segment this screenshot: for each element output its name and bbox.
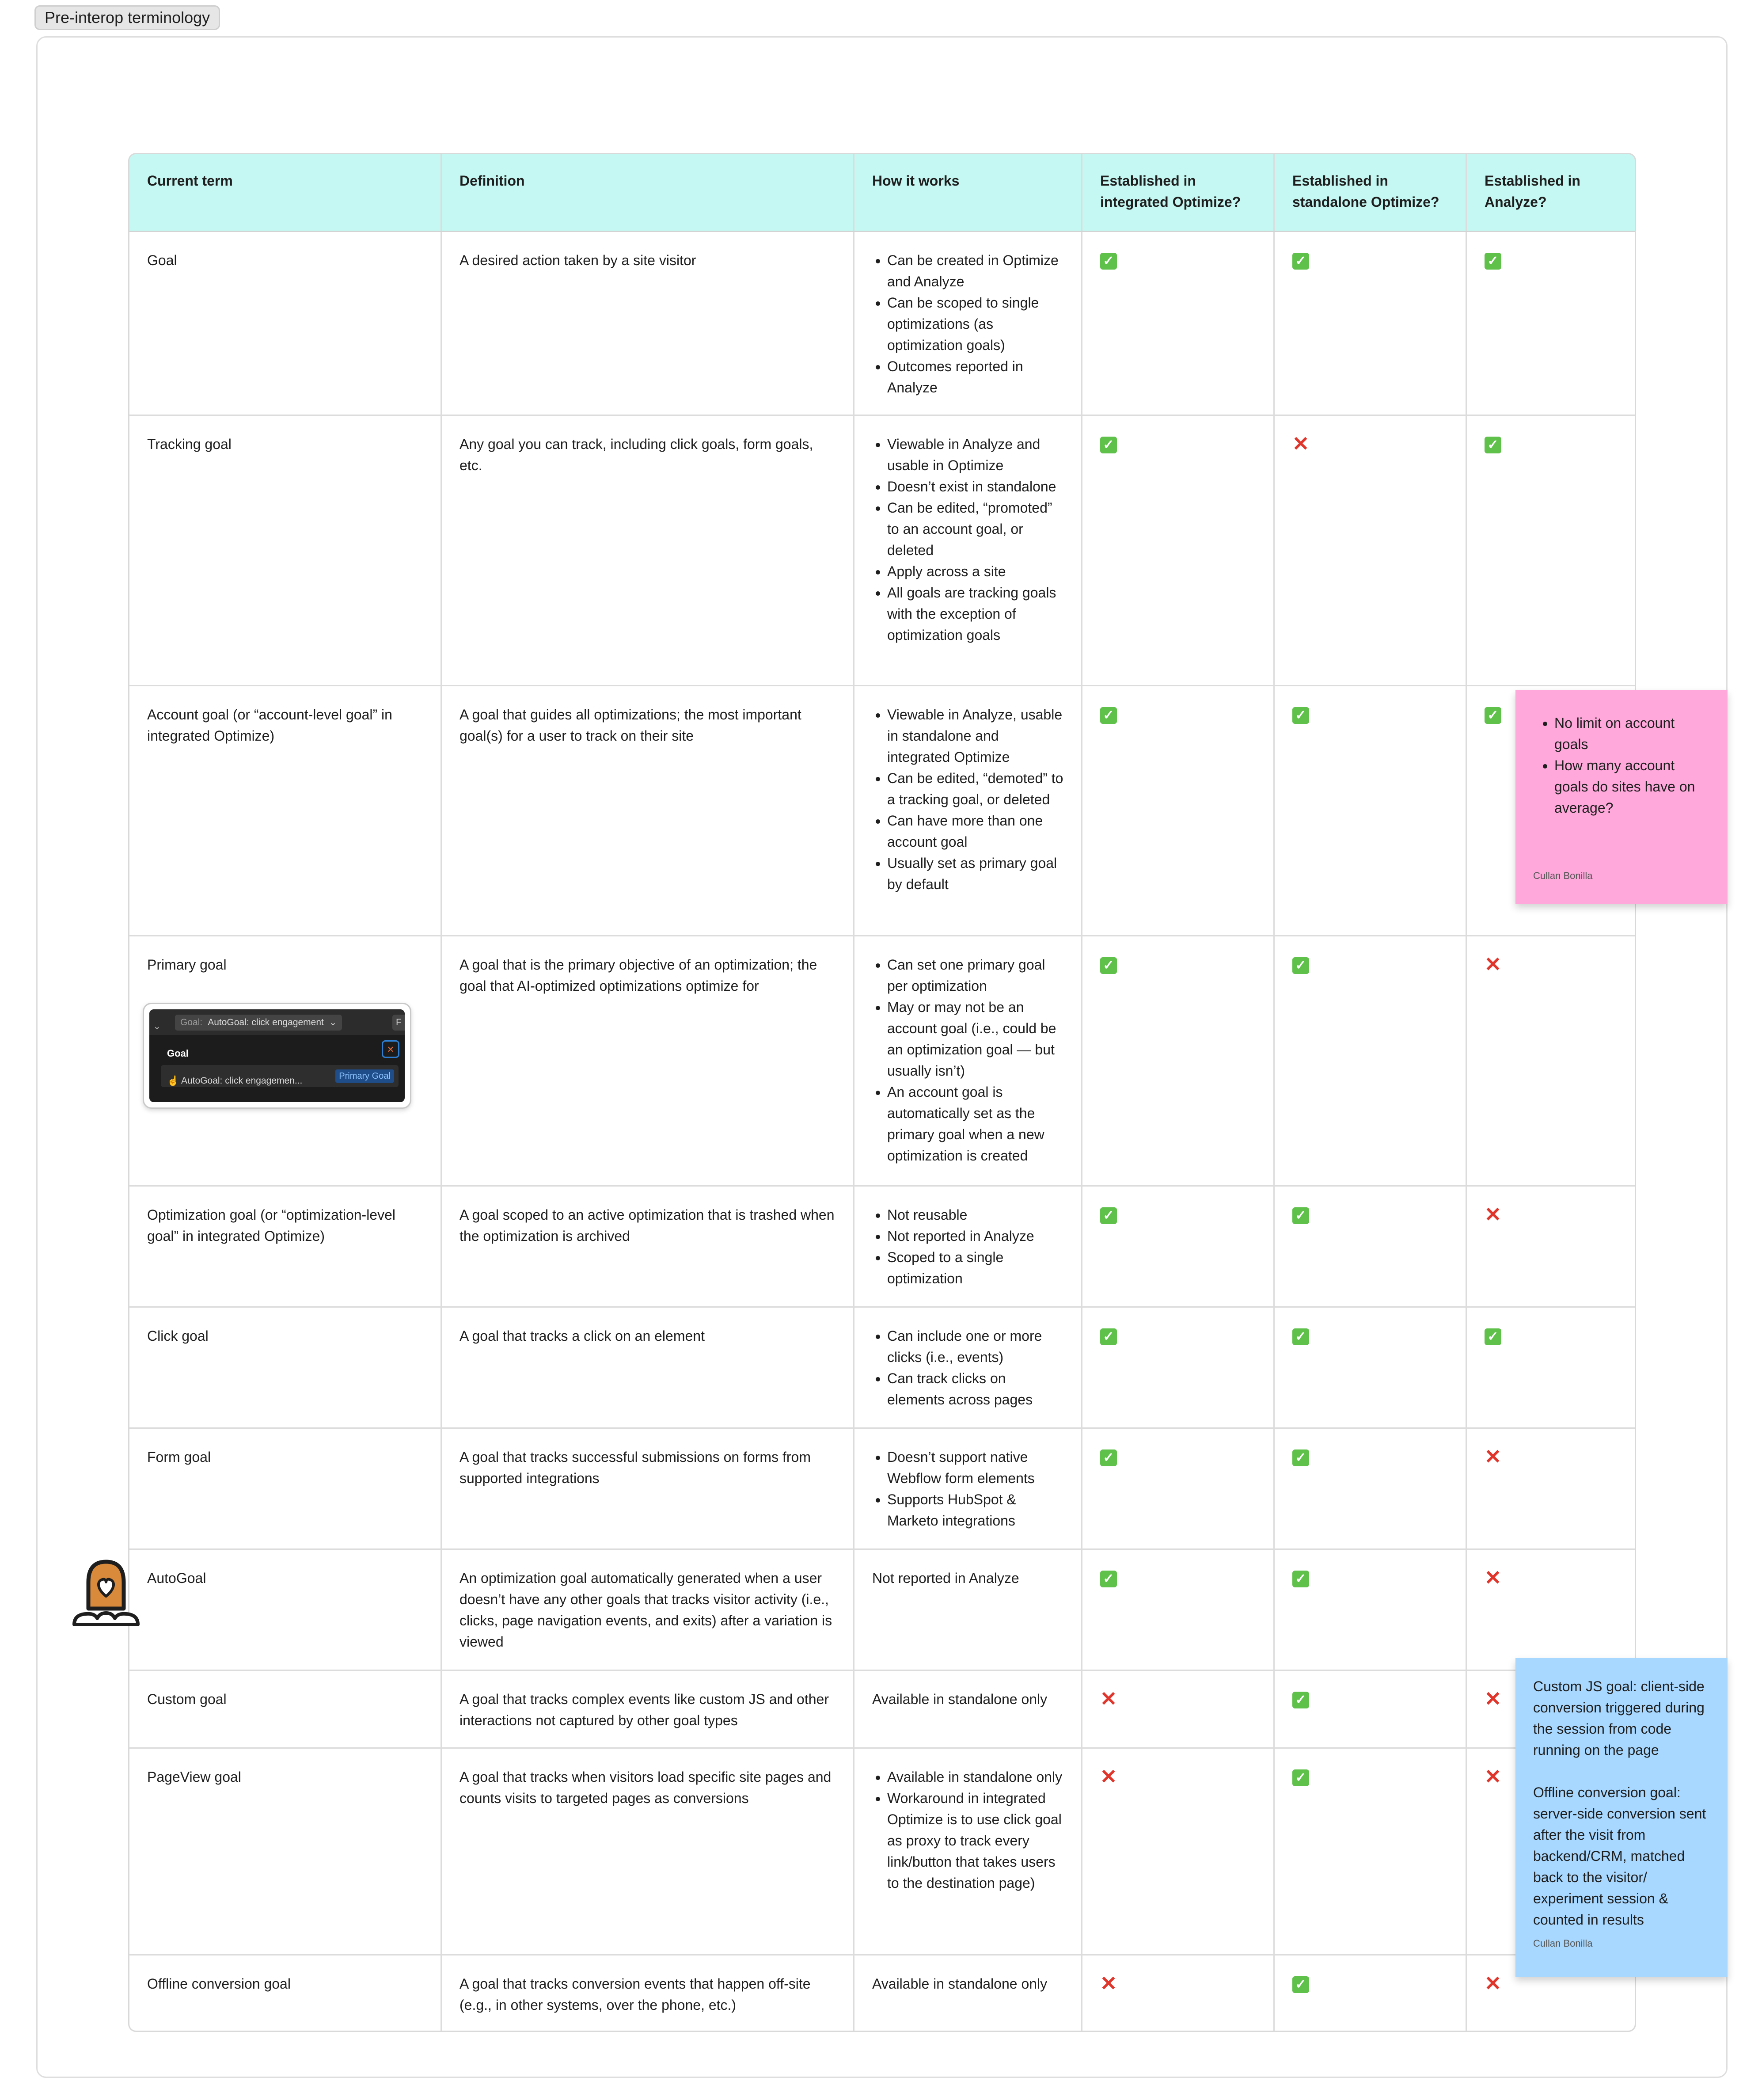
cross-mark-icon: ✕	[1484, 1566, 1502, 1589]
term-text: Primary goal	[147, 957, 227, 973]
table-header-row	[129, 154, 1635, 232]
how-it-works-cell: Available in standalone only	[854, 1671, 1082, 1747]
integrated-status-cell	[1082, 1550, 1275, 1670]
check-mark-icon: ✓	[1292, 1571, 1309, 1587]
standalone-status-cell	[1275, 936, 1467, 1185]
check-mark-icon: ✓	[1100, 1449, 1117, 1466]
how-it-works-list	[872, 704, 1063, 895]
how-it-works-cell	[854, 416, 1082, 685]
term-cell	[129, 1308, 442, 1427]
analyze-status-cell	[1467, 1308, 1636, 1427]
how-it-works-list	[872, 954, 1063, 1166]
integrated-status-cell	[1082, 1429, 1275, 1548]
integrated-status-cell	[1082, 232, 1275, 415]
integrated-status-cell	[1082, 1749, 1275, 1954]
term-cell	[129, 1671, 442, 1747]
standalone-status-cell	[1275, 1955, 1467, 2032]
list-item: • Not reported in Analyze	[887, 1225, 1063, 1247]
check-mark-icon: ✓	[1292, 707, 1309, 724]
how-it-works-cell	[854, 1749, 1082, 1954]
analyze-status-cell	[1467, 232, 1636, 415]
term-text: Click goal	[147, 1328, 209, 1344]
cross-mark-icon: ✕	[1484, 1687, 1502, 1710]
check-mark-icon: ✓	[1100, 957, 1117, 974]
chevron-down-icon: ⌄	[329, 1017, 337, 1027]
standalone-status-cell	[1275, 1550, 1467, 1670]
header-integrated-optimize: Established in integrated Optimize?	[1082, 154, 1275, 231]
list-item: • Can set one primary goal per optimization	[887, 954, 1063, 997]
term-cell	[129, 1955, 442, 2032]
list-item: • Can include one or more clicks (i.e., events)	[887, 1325, 1063, 1368]
list-item: • How many account goals do sites have on average?	[1554, 755, 1710, 818]
standalone-status-cell	[1275, 1429, 1467, 1548]
term-cell	[129, 686, 442, 935]
term-text: Optimization goal (or “optimization-level goal” in integrated Optimize)	[147, 1207, 395, 1244]
standalone-status-cell	[1275, 1187, 1467, 1306]
how-it-works-list	[872, 1325, 1063, 1410]
check-mark-icon: ✓	[1100, 1207, 1117, 1224]
check-mark-icon: ✓	[1100, 707, 1117, 724]
definition-cell: An optimization goal automatically generated when a user doesn’t have any other goals that tracks visitor activity (i.e., clicks, page navigation events, and exits) after a variation is viewed	[442, 1550, 854, 1670]
sticky-note-pink[interactable]	[1515, 690, 1728, 904]
table-row	[129, 232, 1635, 416]
list-item: • Workaround in integrated Optimize is to use click goal as proxy to track every link/button that takes users to the destination page)	[887, 1788, 1063, 1894]
check-mark-icon: ✓	[1292, 1769, 1309, 1786]
cross-mark-icon: ✕	[1484, 1203, 1502, 1226]
term-text: Goal	[147, 252, 177, 268]
how-it-works-list	[872, 434, 1063, 646]
list-item: • Viewable in Analyze, usable in standalone and integrated Optimize	[887, 704, 1063, 768]
sticky-note-author: Cullan Bonilla	[1533, 1938, 1593, 1949]
term-text: Form goal	[147, 1449, 211, 1465]
list-item: • Can be edited, “promoted” to an account goal, or deleted	[887, 497, 1063, 561]
sticky-note-paragraph: Custom JS goal: client-side conversion triggered during the session from code running on the page	[1533, 1678, 1705, 1758]
term-text: PageView goal	[147, 1769, 241, 1785]
definition-cell: A desired action taken by a site visitor	[442, 232, 854, 415]
close-icon: ×	[382, 1040, 399, 1058]
table-row	[129, 1550, 1635, 1671]
table-row	[129, 1308, 1635, 1429]
list-item: • Apply across a site	[887, 561, 1063, 582]
cross-mark-icon: ✕	[1292, 432, 1310, 455]
list-item: • No limit on account goals	[1554, 712, 1710, 755]
cross-mark-icon: ✕	[1484, 953, 1502, 976]
definition-cell: A goal that tracks a click on an element	[442, 1308, 854, 1427]
goal-picker-screenshot	[143, 1003, 411, 1109]
definition-cell: A goal that tracks when visitors load specific site pages and counts visits to targeted pages as conversions	[442, 1749, 854, 1954]
list-item: • Can be created in Optimize and Analyze	[887, 250, 1063, 292]
analyze-status-cell	[1467, 936, 1636, 1185]
definition-cell: A goal that tracks successful submissions on forms from supported integrations	[442, 1429, 854, 1548]
header-analyze: Established in Analyze?	[1485, 173, 1580, 210]
integrated-status-cell	[1082, 936, 1275, 1185]
definition-cell: A goal that guides all optimizations; the most important goal(s) for a user to track on their site	[442, 686, 854, 935]
standalone-status-cell	[1275, 686, 1467, 935]
term-text: Account goal (or “account-level goal” in integrated Optimize)	[147, 707, 392, 744]
list-item: • Usually set as primary goal by default	[887, 852, 1063, 895]
how-it-works-cell: Available in standalone only	[854, 1955, 1082, 2032]
definition-cell: A goal that is the primary objective of an optimization; the goal that AI-optimized optimizations optimize for	[442, 936, 854, 1185]
terminology-table	[128, 153, 1636, 2032]
term-cell	[129, 1187, 442, 1306]
integrated-status-cell	[1082, 1308, 1275, 1427]
check-mark-icon: ✓	[1485, 707, 1501, 724]
check-mark-icon: ✓	[1100, 253, 1117, 270]
list-item: • An account goal is automatically set as the primary goal when a new optimization is created	[887, 1081, 1063, 1166]
analyze-status-cell	[1467, 416, 1636, 685]
integrated-status-cell	[1082, 686, 1275, 935]
check-mark-icon: ✓	[1292, 253, 1309, 270]
standalone-status-cell	[1275, 416, 1467, 685]
standalone-status-cell	[1275, 1308, 1467, 1427]
cross-mark-icon: ✕	[1484, 1972, 1502, 1995]
integrated-status-cell	[1082, 1955, 1275, 2032]
integrated-status-cell	[1082, 416, 1275, 685]
integrated-status-cell	[1082, 1187, 1275, 1306]
pointer-hand-icon: ☝	[167, 1075, 179, 1086]
list-item: • Can track clicks on elements across pages	[887, 1368, 1063, 1410]
check-mark-icon: ✓	[1485, 253, 1501, 270]
check-mark-icon: ✓	[1292, 1976, 1309, 1993]
check-mark-icon: ✓	[1485, 1328, 1501, 1345]
list-item: • Not reusable	[887, 1204, 1063, 1225]
table-row	[129, 686, 1635, 936]
check-mark-icon: ✓	[1292, 957, 1309, 974]
definition-cell: A goal that tracks complex events like custom JS and other interactions not captured by other goal types	[442, 1671, 854, 1747]
term-text: AutoGoal	[147, 1570, 206, 1586]
term-text: Tracking goal	[147, 436, 232, 452]
table-row	[129, 1429, 1635, 1550]
sticky-note-list	[1533, 712, 1710, 818]
list-item: • Viewable in Analyze and usable in Optimize	[887, 434, 1063, 476]
check-mark-icon: ✓	[1100, 1571, 1117, 1587]
list-item: • Can be scoped to single optimizations (as optimization goals)	[887, 292, 1063, 356]
mascot-heart-icon	[71, 1556, 141, 1630]
standalone-status-cell	[1275, 1749, 1467, 1954]
check-mark-icon: ✓	[1100, 437, 1117, 453]
definition-cell: A goal that tracks conversion events that happen off-site (e.g., in other systems, over the phone, etc.)	[442, 1955, 854, 2032]
list-item: • Can have more than one account goal	[887, 810, 1063, 852]
table-row	[129, 1749, 1635, 1955]
cross-mark-icon: ✕	[1484, 1765, 1502, 1788]
list-item: • Available in standalone only	[887, 1766, 1063, 1788]
sticky-note-blue[interactable]	[1515, 1658, 1728, 1977]
definition-cell: Any goal you can track, including click goals, form goals, etc.	[442, 416, 854, 685]
how-it-works-cell	[854, 1187, 1082, 1306]
frame-title[interactable]: Pre-interop terminology	[34, 5, 220, 30]
term-cell	[129, 936, 442, 1185]
header-current-term: Current term	[129, 154, 442, 231]
list-item: • All goals are tracking goals with the exception of optimization goals	[887, 582, 1063, 646]
table-row	[129, 416, 1635, 686]
list-item: • Supports HubSpot & Marketo integrations	[887, 1489, 1063, 1531]
filter-chip: F	[392, 1015, 405, 1031]
analyze-status-cell	[1467, 1187, 1636, 1306]
goal-option: AutoGoal: click engagemen...	[181, 1076, 303, 1086]
definition-cell: A goal scoped to an active optimization that is trashed when the optimization is archived	[442, 1187, 854, 1306]
term-cell	[129, 1749, 442, 1954]
list-item: • Outcomes reported in Analyze	[887, 356, 1063, 398]
how-it-works-list	[872, 1446, 1063, 1531]
goal-dropdown: Goal: AutoGoal: click engagement ⌄	[175, 1015, 342, 1031]
how-it-works-list	[872, 1766, 1063, 1894]
header-definition: Definition	[442, 154, 854, 231]
check-mark-icon: ✓	[1100, 1328, 1117, 1345]
table-row	[129, 1671, 1635, 1749]
list-item: • Can be edited, “demoted” to a tracking goal, or deleted	[887, 768, 1063, 810]
cross-mark-icon: ✕	[1484, 1445, 1502, 1468]
list-item: • Doesn’t exist in standalone	[887, 476, 1063, 497]
term-text: Offline conversion goal	[147, 1976, 291, 1992]
header-how-it-works: How it works	[854, 154, 1082, 231]
analyze-status-cell	[1467, 1429, 1636, 1548]
primary-goal-badge: Primary Goal	[335, 1069, 394, 1083]
how-it-works-cell	[854, 1308, 1082, 1427]
table-row	[129, 1955, 1635, 2032]
check-mark-icon: ✓	[1485, 437, 1501, 453]
cross-mark-icon: ✕	[1100, 1972, 1117, 1995]
term-cell	[129, 232, 442, 415]
how-it-works-cell	[854, 686, 1082, 935]
term-text: Custom goal	[147, 1691, 227, 1707]
table-row	[129, 936, 1635, 1187]
sticky-note-author: Cullan Bonilla	[1533, 870, 1593, 881]
term-cell	[129, 1429, 442, 1548]
check-mark-icon: ✓	[1292, 1328, 1309, 1345]
list-item: • Scoped to a single optimization	[887, 1247, 1063, 1289]
how-it-works-cell	[854, 232, 1082, 415]
analyze-status-cell	[1467, 1550, 1636, 1670]
header-standalone-optimize: Established in standalone Optimize?	[1275, 154, 1467, 231]
how-it-works-cell: Not reported in Analyze	[854, 1550, 1082, 1670]
cross-mark-icon: ✕	[1100, 1765, 1117, 1788]
check-mark-icon: ✓	[1292, 1449, 1309, 1466]
check-mark-icon: ✓	[1292, 1692, 1309, 1708]
how-it-works-cell	[854, 1429, 1082, 1548]
integrated-status-cell	[1082, 1671, 1275, 1747]
chevron-down-icon: ⌄	[153, 1020, 161, 1031]
table-row	[129, 1187, 1635, 1308]
standalone-status-cell	[1275, 1671, 1467, 1747]
how-it-works-list	[872, 1204, 1063, 1289]
how-it-works-list	[872, 250, 1063, 398]
how-it-works-cell	[854, 936, 1082, 1185]
sticky-note-paragraph: Offline conversion goal: server-side conversion sent after the visit from backend/CRM, matched back to the visitor/ experiment session & counted in results	[1533, 1784, 1706, 1928]
standalone-status-cell	[1275, 232, 1467, 415]
term-cell	[129, 416, 442, 685]
check-mark-icon: ✓	[1292, 1207, 1309, 1224]
term-cell	[129, 1550, 442, 1670]
list-item: • Doesn’t support native Webflow form elements	[887, 1446, 1063, 1489]
cross-mark-icon: ✕	[1100, 1687, 1117, 1710]
list-item: • May or may not be an account goal (i.e., could be an optimization goal — but usually isn’t)	[887, 997, 1063, 1081]
goal-picker-title: Goal	[167, 1048, 189, 1059]
